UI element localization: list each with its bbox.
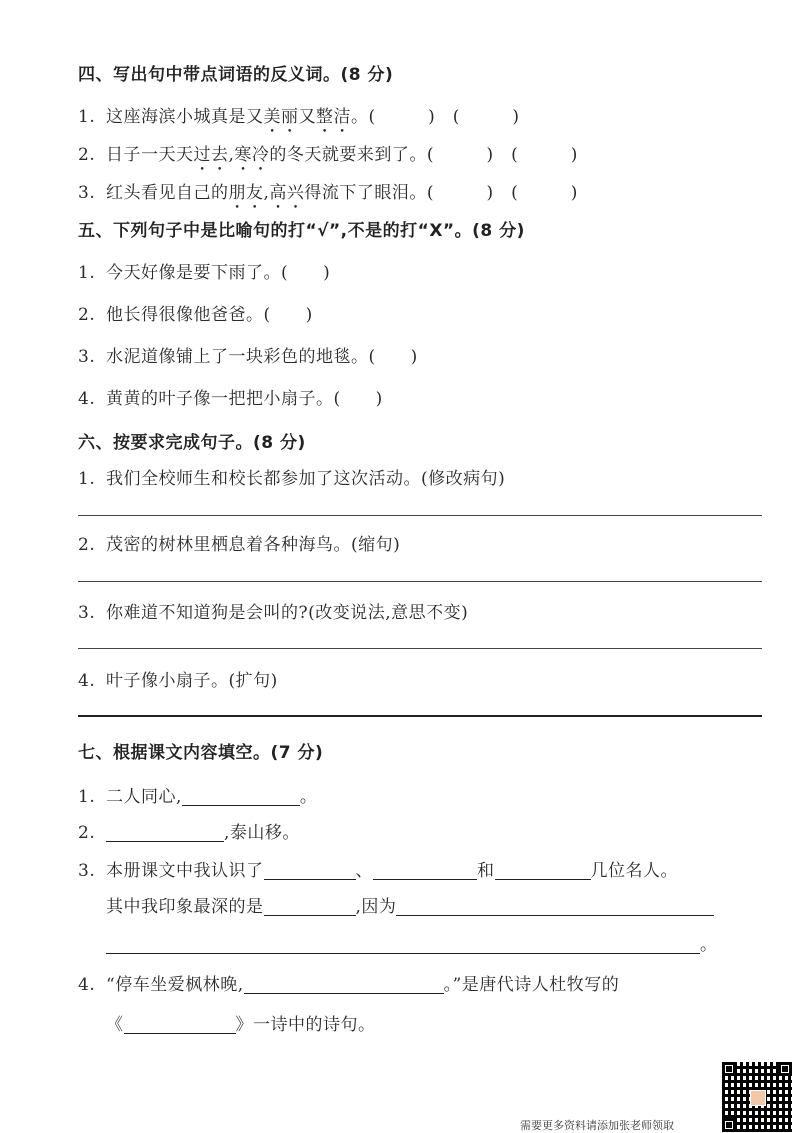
s7-question-3-line-3 xyxy=(106,930,718,955)
s6-question-4 xyxy=(78,666,278,691)
qr-code-icon[interactable] xyxy=(722,1062,792,1132)
section-5-title: 五、下列句子中是比喻句的打“√”,不是的打“X”。(8 分) xyxy=(78,221,525,241)
s6-question-3 xyxy=(78,598,468,623)
s5-question-3[interactable] xyxy=(78,342,418,367)
question-text: 黄黄的叶子像一把把小扇子。( ) xyxy=(106,389,383,409)
question-text: 叶子像小扇子。(扩句) xyxy=(106,671,278,691)
answer-parentheses[interactable]: 得流下了眼泪。( ) ( ) xyxy=(304,183,578,203)
question-text: 其中我印象最深的是 xyxy=(106,897,264,917)
question-number: 4. xyxy=(78,389,96,409)
qr-finder xyxy=(722,1062,736,1076)
s5-question-2[interactable] xyxy=(78,300,313,325)
question-text: 又 xyxy=(298,107,316,127)
s7-question-3 xyxy=(78,856,678,881)
question-number: 4. xyxy=(78,671,96,691)
section-4-title: 四、写出句中带点词语的反义词。(8 分) xyxy=(78,65,394,85)
qr-finder xyxy=(722,1118,736,1132)
question-text: 水泥道像铺上了一块彩色的地毯。( ) xyxy=(106,347,418,367)
question-text: 我们全校师生和校长都参加了这次活动。(修改病句) xyxy=(106,469,506,489)
s7-question-4-line-2 xyxy=(106,1010,376,1035)
s7-question-4 xyxy=(78,970,619,995)
question-number: 2. xyxy=(78,823,96,843)
question-text: 他长得很像他爸爸。( ) xyxy=(106,305,313,325)
question-number: 2. xyxy=(78,145,96,165)
question-text: 、 xyxy=(355,861,373,881)
answer-line[interactable] xyxy=(78,515,762,516)
s5-question-1[interactable] xyxy=(78,258,330,283)
answer-line[interactable] xyxy=(78,648,762,649)
question-number: 4. xyxy=(78,975,96,995)
question-text: 。”是唐代诗人杜牧写的 xyxy=(443,975,620,995)
question-text: 这座海滨小城真是又 xyxy=(106,107,264,127)
question-text: 本册课文中我认识了 xyxy=(106,861,264,881)
question-text: 你难道不知道狗是会叫的?(改变说法,意思不变) xyxy=(106,603,469,623)
s4-question-1 xyxy=(78,102,520,137)
fill-blank[interactable] xyxy=(244,975,444,994)
dotted-word: 高兴 xyxy=(269,183,305,203)
question-text: 几位名人。 xyxy=(590,861,678,881)
fill-blank[interactable] xyxy=(373,861,477,880)
fill-blank[interactable] xyxy=(124,1015,236,1034)
s7-question-2 xyxy=(78,818,300,843)
question-text: , xyxy=(263,183,270,203)
question-text: 。 xyxy=(700,935,718,955)
dotted-word: 寒冷 xyxy=(234,145,270,165)
dotted-word: 朋友 xyxy=(228,183,264,203)
fill-blank[interactable] xyxy=(264,861,356,880)
question-text: 今天好像是要下雨了。( ) xyxy=(106,263,331,283)
s7-question-3-line-2 xyxy=(106,892,714,917)
question-text: 红头看见自己的 xyxy=(106,183,229,203)
dotted-word: 美丽 xyxy=(263,107,299,127)
question-text: 。 xyxy=(299,787,318,807)
question-text: 《 xyxy=(106,1015,124,1035)
fill-blank[interactable] xyxy=(264,897,356,916)
fill-blank[interactable] xyxy=(182,787,300,806)
question-text: , xyxy=(228,145,235,165)
question-text: 二人同心, xyxy=(106,787,182,807)
s6-question-2 xyxy=(78,530,400,555)
fill-blank[interactable] xyxy=(106,935,700,954)
answer-parentheses[interactable]: 。( ) ( ) xyxy=(351,107,520,127)
dotted-word: 过去 xyxy=(193,145,229,165)
s4-question-2 xyxy=(78,140,578,175)
fill-blank[interactable] xyxy=(495,861,591,880)
question-text: 日子一天天 xyxy=(106,145,194,165)
s4-question-3 xyxy=(78,178,578,213)
answer-parentheses[interactable]: 的冬天就要来到了。( ) ( ) xyxy=(269,145,578,165)
qr-finder xyxy=(778,1062,792,1076)
footer-note: 需要更多资料请添加张老师领取 xyxy=(520,1119,674,1132)
question-text: 》一诗中的诗句。 xyxy=(235,1015,376,1035)
question-number: 3. xyxy=(78,347,96,367)
question-number: 3. xyxy=(78,861,96,881)
dotted-word: 整洁 xyxy=(316,107,351,127)
question-text: ,因为 xyxy=(355,897,397,917)
s6-question-1 xyxy=(78,464,505,489)
fill-blank[interactable] xyxy=(396,897,714,916)
s5-question-4[interactable] xyxy=(78,384,383,409)
answer-line[interactable] xyxy=(78,581,762,582)
answer-line[interactable] xyxy=(78,715,762,717)
question-text: ,泰山移。 xyxy=(224,823,300,843)
qr-avatar xyxy=(750,1090,766,1106)
question-text: 茂密的树林里栖息着各种海鸟。(缩句) xyxy=(106,535,401,555)
question-number: 2. xyxy=(78,305,96,325)
fill-blank[interactable] xyxy=(106,823,224,842)
question-number: 1. xyxy=(78,263,96,283)
question-number: 1. xyxy=(78,469,96,489)
question-text: 和 xyxy=(477,861,495,881)
question-number: 2. xyxy=(78,535,96,555)
question-number: 3. xyxy=(78,603,96,623)
s7-question-1 xyxy=(78,782,317,807)
section-7-title: 七、根据课文内容填空。(7 分) xyxy=(78,743,324,763)
question-number: 3. xyxy=(78,183,96,203)
question-text: “停车坐爱枫林晚, xyxy=(106,975,244,995)
section-6-title: 六、按要求完成句子。(8 分) xyxy=(78,433,306,453)
question-number: 1. xyxy=(78,787,96,807)
question-number: 1. xyxy=(78,107,96,127)
